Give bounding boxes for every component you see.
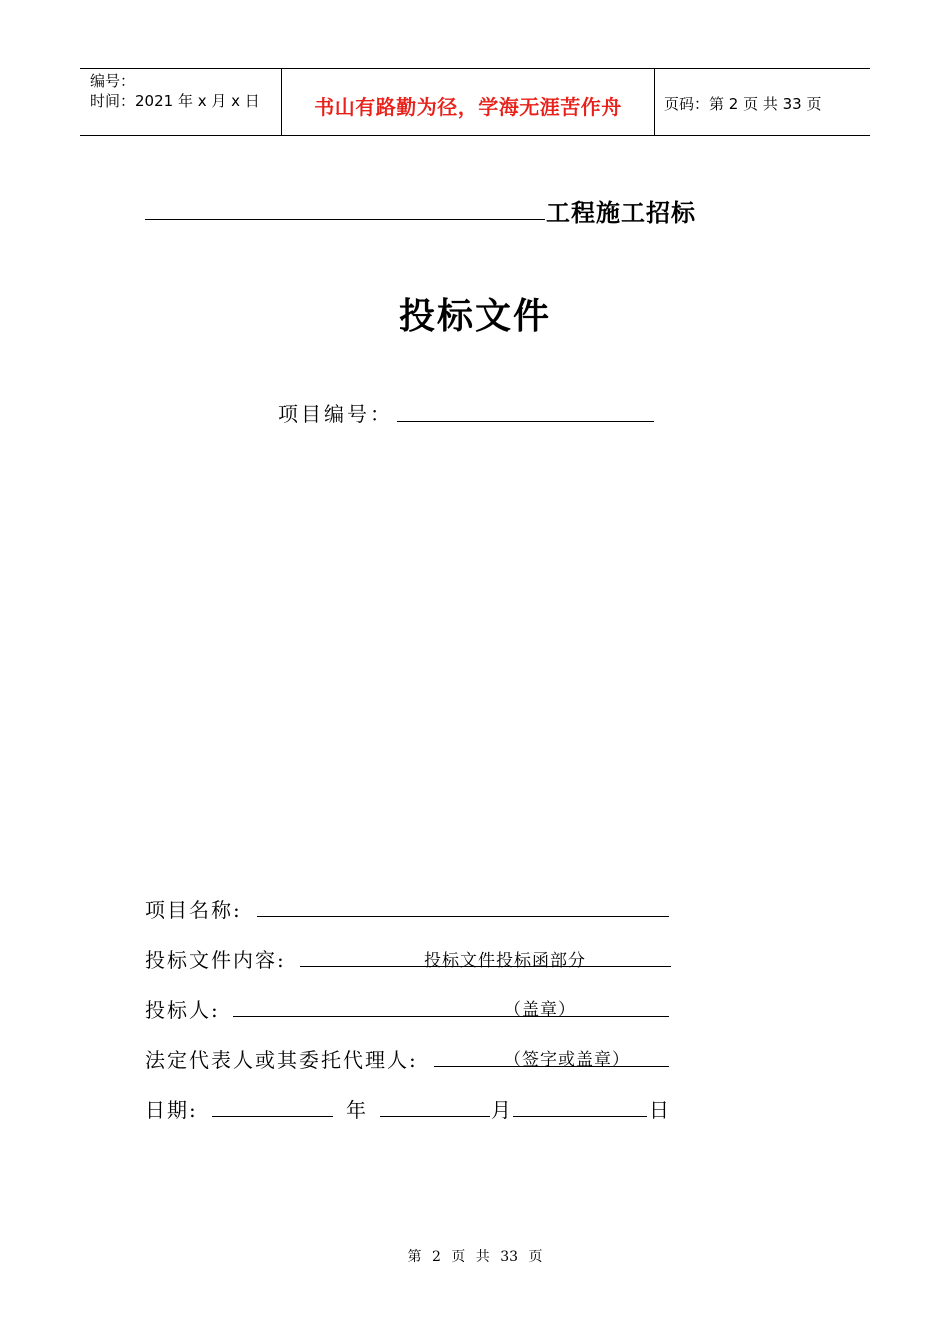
project-name-line — [257, 916, 669, 917]
representative-note: （签字或盖章） — [504, 1050, 630, 1070]
page-footer: 第 2 页 共 33 页 — [407, 1249, 543, 1265]
date-day-label: 日 — [649, 1098, 671, 1122]
date-day-line — [513, 1116, 647, 1117]
representative-label: 法定代表人或其委托代理人: — [145, 1048, 418, 1072]
header-number: 编号： — [90, 72, 136, 90]
content-label: 投标文件内容: — [145, 948, 286, 972]
project-suffix: 工程施工招标 — [546, 198, 696, 227]
header-divider — [654, 69, 655, 135]
bidder-note: （盖章） — [504, 1000, 576, 1020]
date-month-line — [380, 1116, 490, 1117]
date-month-label: 月 — [491, 1098, 513, 1122]
header-meta — [90, 71, 260, 111]
header-page-number: 页码：第 2 页 共 33 页 — [664, 95, 822, 113]
date-label: 日期: — [145, 1098, 198, 1122]
date-year-line — [212, 1116, 333, 1117]
header-motto: 书山有路勤为径，学海无涯苦作舟 — [314, 95, 622, 119]
date-year-label: 年 — [346, 1098, 368, 1122]
document-title: 投标文件 — [398, 295, 551, 337]
content-value: 投标文件投标函部分 — [424, 951, 586, 971]
page-header — [80, 68, 870, 136]
project-code-label: 项目编号： — [278, 402, 393, 426]
header-time: 时间：2021 年 x 月 x 日 — [90, 92, 260, 110]
bidder-line — [233, 1016, 669, 1017]
project-code-line — [397, 421, 654, 422]
bidder-label: 投标人: — [145, 998, 220, 1022]
project-name-label: 项目名称: — [145, 898, 242, 922]
project-blank-line — [145, 219, 545, 220]
